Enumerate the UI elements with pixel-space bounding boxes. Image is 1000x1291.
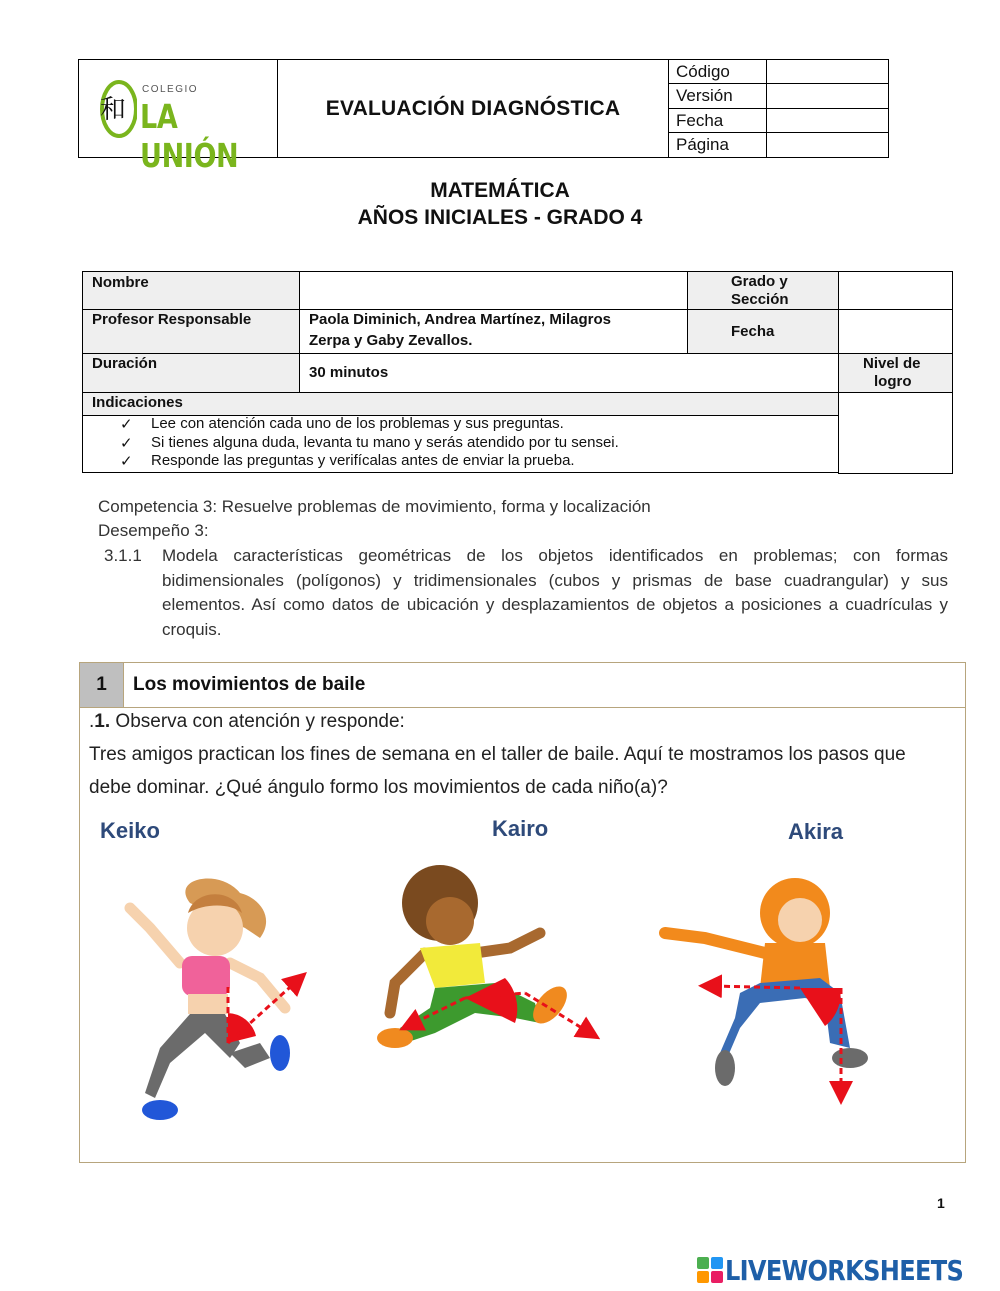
- nivel-logro-field[interactable]: [838, 392, 953, 474]
- fecha-field[interactable]: [838, 309, 953, 354]
- kairo-dancer-illustration: [365, 863, 605, 1113]
- duracion-label-cell: Duración: [82, 353, 300, 393]
- school-logo: [79, 60, 278, 175]
- meta-row-pagina: Página: [669, 133, 889, 157]
- grado-label-cell: Grado y Sección: [687, 271, 839, 310]
- meta-row-codigo: Código: [669, 60, 889, 84]
- meta-row-fecha: Fecha: [669, 109, 889, 133]
- kid-name-kairo: Kairo: [492, 816, 549, 841]
- profesor-label-cell: Profesor Responsable: [82, 309, 300, 354]
- document-header: [78, 59, 889, 175]
- question-header: [80, 663, 965, 708]
- profesor-value-cell: Paola Diminich, Andrea Martínez, Milagros Zerpa y Gaby Zevallos.: [299, 309, 688, 354]
- list-item: ✓ Lee con atención cada uno de los problemas y sus preguntas.: [120, 415, 564, 433]
- kid-name-keiko: Keiko: [100, 818, 160, 843]
- kid-name-akira: Akira: [788, 819, 844, 844]
- meta-row-version: Versión: [669, 84, 889, 108]
- question-card: [79, 662, 966, 1163]
- akira-dancer-illustration: [645, 868, 875, 1108]
- liveworksheets-logo-icon: [697, 1257, 723, 1283]
- nombre-field[interactable]: [299, 271, 688, 310]
- subject-title: MATEMÁTICA: [430, 179, 570, 202]
- document-title: EVALUACIÓN DIAGNÓSTICA: [325, 96, 621, 120]
- liveworksheets-brand: [697, 1255, 1000, 1285]
- list-item: ✓ Responde las preguntas y verifícalas antes de enviar la prueba.: [120, 452, 575, 470]
- logo-small-text: COLEGIO: [142, 84, 199, 95]
- duracion-value-cell: 30 minutos: [299, 353, 839, 393]
- question-prompt: .1. Observa con atención y responde:: [89, 711, 405, 732]
- grado-field[interactable]: [838, 271, 953, 310]
- subject-grade: AÑOS INICIALES - GRADO 4: [357, 206, 643, 229]
- nivel-label-cell: Nivel de logro: [838, 353, 953, 393]
- logo-name: LA UNIÓN: [140, 97, 239, 175]
- page-number: 1: [937, 1195, 945, 1211]
- liveworksheets-text: LIVEWORKSHEETS: [725, 1253, 964, 1287]
- question-line-2: debe dominar. ¿Qué ángulo formo los movimientos de cada niño(a)?: [89, 777, 668, 798]
- student-info-table: [82, 271, 953, 474]
- question-line-1: Tres amigos practican los fines de semana en el taller de baile. Aquí te mostramos los pasos que: [89, 744, 906, 765]
- list-item: ✓ Si tienes alguna duda, levanta tu mano y serás atendido por tu sensei.: [120, 434, 619, 452]
- svg-text:和: 和: [100, 95, 127, 125]
- logo-emblem-icon: [97, 76, 137, 138]
- keiko-dancer-illustration: [110, 868, 310, 1128]
- desempeno-description: 3.1.1 Modela características geométricas de los objetos identificados en problemas; con formas bidimensionales (polígonos) y tridimensionales (cubos y prismas de base cuadrangular) y sus elementos. Así como datos de ubicación y desplazamientos de objetos a posiciones a cuadrículas y croquis.: [104, 546, 948, 639]
- nombre-label-cell: Nombre: [82, 271, 300, 310]
- keiko-angle-icon: [228, 1013, 256, 1043]
- indicaciones-list: [82, 415, 839, 473]
- question-title: Los movimientos de baile: [133, 674, 366, 695]
- competencia-text: Competencia 3: Resuelve problemas de movimiento, forma y localización: [98, 497, 651, 516]
- fecha-label-cell: Fecha: [687, 309, 839, 354]
- question-number: 1: [80, 663, 124, 707]
- desempeno-label: Desempeño 3:: [98, 521, 209, 540]
- indicaciones-label-cell: Indicaciones: [82, 392, 839, 416]
